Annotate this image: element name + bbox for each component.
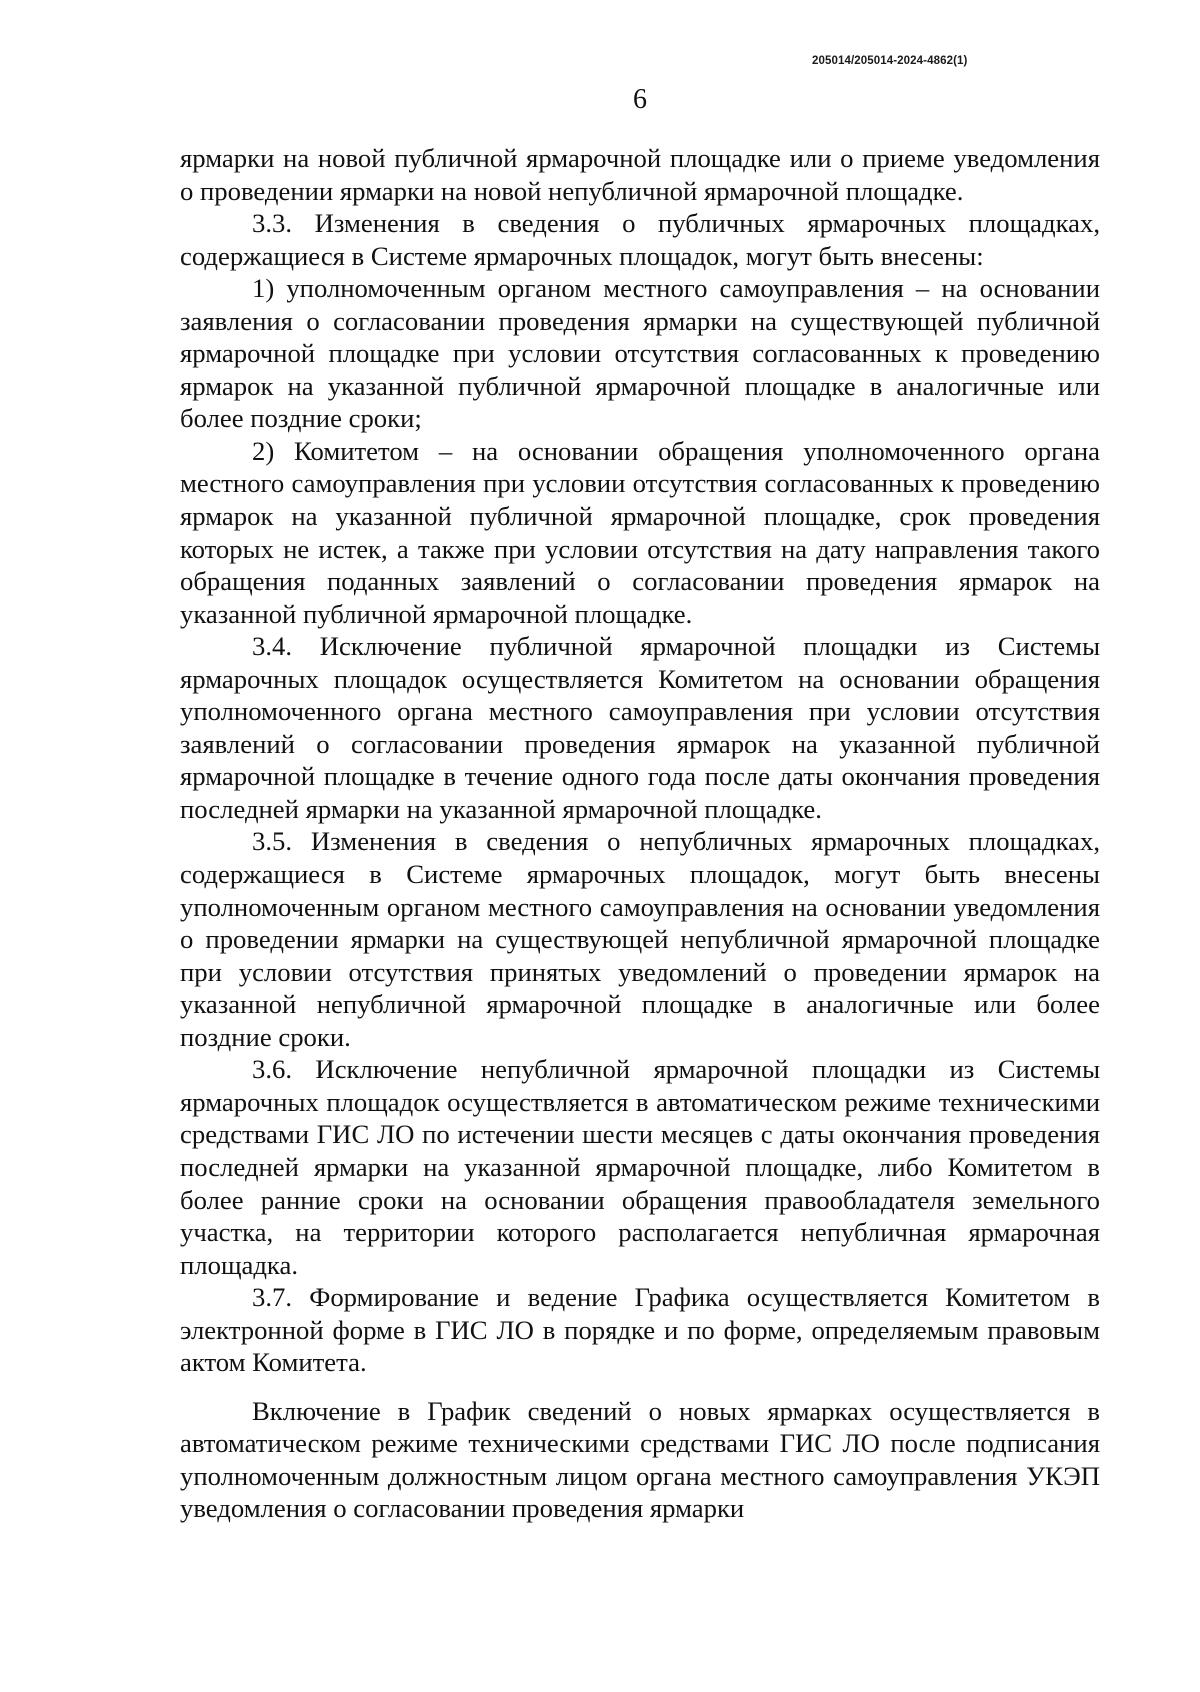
document-registration-number: 205014/205014-2024-4862(1): [812, 55, 968, 67]
paragraph-3-3-item-1: 1) уполномоченным органом местного самоуправления – на основании заявления о согласовании проведения ярмарки на существующей публичной ярмарочной площадке при условии отсутствия согласованных к проведению ярмарок на указанной публичной ярмарочной площадке в аналогичные или более поздние сроки;: [180, 273, 1100, 434]
paragraph-3-7: 3.7. Формирование и ведение Графика осуществляется Комитетом в электронной форме в ГИС ЛО в порядке и по форме, определяемым правовым актом Комитета.: [180, 1282, 1100, 1378]
paragraph-3-5: 3.5. Изменения в сведения о непубличных ярмарочных площадках, содержащиеся в Системе ярмарочных площадок, могут быть внесены уполномоченным органом местного самоуправления на основании уведомления о проведении ярмарки на существующей непубличной ярмарочной площадке при условии отсутствия принятых уведомлений о проведении ярмарок на указанной непубличной ярмарочной площадке в аналогичные или более поздние сроки.: [180, 826, 1100, 1052]
paragraph-3-6: 3.6. Исключение непубличной ярмарочной площадки из Системы ярмарочных площадок осуществляется в автоматическом режиме техническими средствами ГИС ЛО по истечении шести месяцев с даты окончания проведения последней ярмарки на указанной ярмарочной площадке, либо Комитетом в более ранние сроки на основании обращения правообладателя земельного участка, на территории которого располагается непубличная ярмарочная площадка.: [180, 1054, 1100, 1280]
paragraph-3-4: 3.4. Исключение публичной ярмарочной площадки из Системы ярмарочных площадок осуществляется Комитетом на основании обращения уполномоченного органа местного самоуправления при условии отсутствия заявлений о согласовании проведения ярмарок на указанной публичной ярмарочной площадке в течение одного года после даты окончания проведения последней ярмарки на указанной ярмарочной площадке.: [180, 631, 1100, 824]
document-body: [180, 142, 1100, 1525]
paragraph-3-3: 3.3. Изменения в сведения о публичных ярмарочных площадках, содержащиеся в Системе ярмарочных площадок, могут быть внесены:: [180, 208, 1100, 271]
paragraph-schedule-inclusion: Включение в График сведений о новых ярмарках осуществляется в автоматическом режиме техническими средствами ГИС ЛО после подписания уполномоченным должностным лицом органа местного самоуправления УКЭП уведомления о согласовании проведения ярмарки: [180, 1395, 1100, 1524]
page-number: 6: [633, 84, 647, 115]
paragraph-continuation: ярмарки на новой публичной ярмарочной площадке или о приеме уведомления о проведении ярмарки на новой непубличной ярмарочной площадке.: [180, 143, 1100, 206]
paragraph-3-3-item-2: 2) Комитетом – на основании обращения уполномоченного органа местного самоуправления при условии отсутствия согласованных к проведению ярмарок на указанной публичной ярмарочной площадке, срок проведения которых не истек, а также при условии отсутствия на дату направления такого обращения поданных заявлений о согласовании проведения ярмарок на указанной публичной ярмарочной площадке.: [180, 435, 1100, 629]
